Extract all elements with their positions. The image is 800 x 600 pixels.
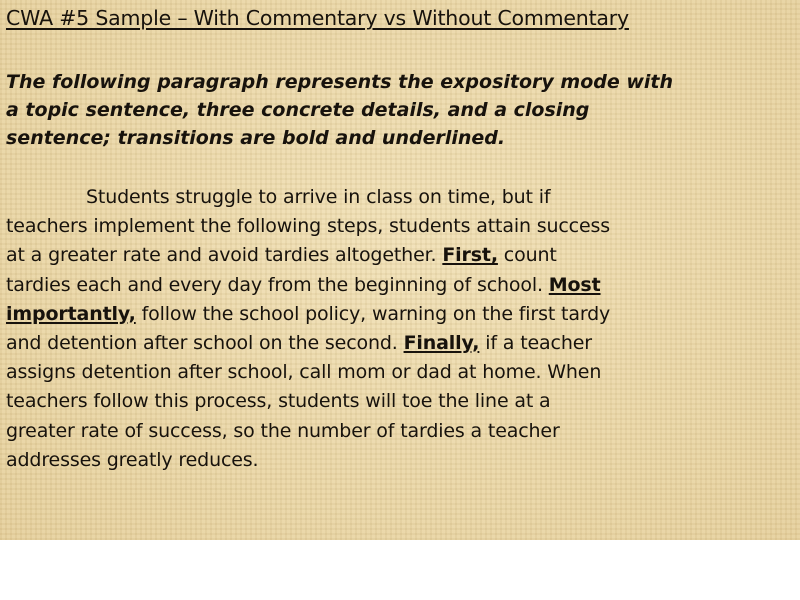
paragraph-line [6,300,796,329]
transition-word-first: First, [442,244,498,267]
paragraph-line: addresses greatly reduces. [6,448,259,471]
intro-line: a topic sentence, three concrete details, and a closing [6,99,590,121]
paragraph-text: and detention after school on the second. [6,332,404,355]
transition-word-importantly: importantly, [6,302,136,325]
slide-title: CWA #5 Sample – With Commentary vs Without Commentary [6,6,629,30]
paragraph-line: assigns detention after school, call mom or dad at home. When [6,361,602,384]
paragraph-line [6,329,796,358]
transition-word-finally: Finally, [403,332,480,355]
paragraph-line: teachers follow this process, students will toe the line at a [6,390,551,413]
paragraph-text: count [497,244,557,267]
paragraph-text: follow the school policy, warning on the first tardy [135,302,611,325]
paragraph-line [6,183,796,212]
paragraph-text: tardies each and every day from the beginning of school. [6,273,549,296]
paragraph-text: if a teacher [479,332,592,355]
transition-word-most: Most [548,273,601,296]
intro-line: sentence; transitions are bold and underlined. [6,127,506,149]
paragraph-text: at a greater rate and avoid tardies altogether. [6,244,443,267]
intro-line: The following paragraph represents the expository mode with [6,71,674,93]
sample-paragraph [6,183,796,475]
paragraph-line [6,241,796,270]
intro-text [6,68,796,152]
paragraph-line: teachers implement the following steps, students attain success [6,215,610,238]
paragraph-line [6,271,796,300]
paragraph-line: greater rate of success, so the number of tardies a teacher [6,419,560,442]
paragraph-text: Students struggle to arrive in class on time, but if [86,186,551,208]
